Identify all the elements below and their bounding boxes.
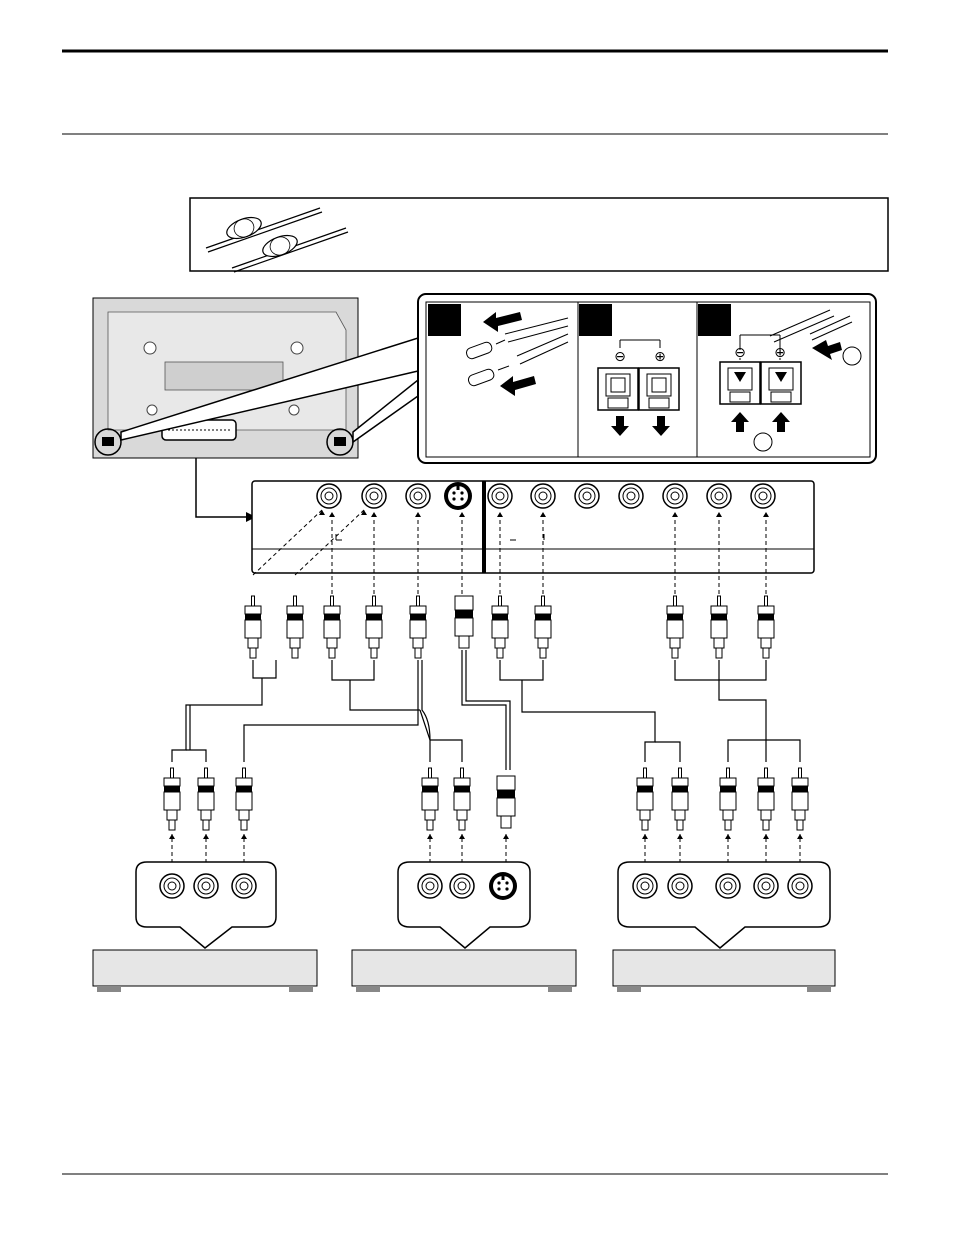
panel-right-rca-jack-6 <box>707 484 731 508</box>
lower-rca-plug-1 <box>164 768 180 830</box>
device-insert-arrow-2-head <box>203 834 209 839</box>
lower-s-video-plug <box>497 776 515 828</box>
device-2-s-video-jack-3 <box>489 872 517 900</box>
device-3-rca-jack-2 <box>668 874 692 898</box>
minus-symbol: ⊖ <box>614 349 626 365</box>
upper-rca-plug-5 <box>410 596 426 658</box>
lower-rca-plug-3 <box>236 768 252 830</box>
upper-rca-plug-3 <box>324 596 340 658</box>
upper-rca-plug-2 <box>287 596 303 658</box>
upper-rca-plug-10 <box>758 596 774 658</box>
lower-rca-plug-2 <box>198 768 214 830</box>
device-2-rca-jack-1 <box>418 874 442 898</box>
lower-rca-plug-8 <box>720 768 736 830</box>
lower-rca-plug-4 <box>422 768 438 830</box>
minus-symbol-2: ⊖ <box>734 345 746 361</box>
device-1-rca-jack-1 <box>160 874 184 898</box>
device-3-rca-jack-4 <box>754 874 778 898</box>
device-3-rca-jack-5 <box>788 874 812 898</box>
device-insert-arrow-6-head <box>503 834 509 839</box>
lower-rca-plug-6 <box>637 768 653 830</box>
device-insert-arrow-3-head <box>241 834 247 839</box>
upper-rca-plug-7 <box>535 596 551 658</box>
device-insert-arrow-4-head <box>427 834 433 839</box>
lower-rca-plug-10 <box>792 768 808 830</box>
upper-s-video-plug <box>455 596 473 648</box>
accessory-box <box>190 198 888 272</box>
plus-symbol-2: ⊕ <box>774 345 786 361</box>
panel-right-rca-jack-5 <box>663 484 687 508</box>
step-2-marker <box>579 304 612 336</box>
panel-rca-jack-3 <box>406 484 430 508</box>
upper-rca-plug-1 <box>245 596 261 658</box>
device-1-rca-jack-2 <box>194 874 218 898</box>
panel-right-rca-jack-4 <box>619 484 643 508</box>
upper-rca-plug-6 <box>492 596 508 658</box>
step-1-marker <box>428 304 461 336</box>
panel-rca-jack-2 <box>362 484 386 508</box>
device-insert-arrow-9-head <box>725 834 731 839</box>
device-insert-arrow-7-head <box>642 834 648 839</box>
device-insert-arrow-1-head <box>169 834 175 839</box>
device-insert-arrow-10-head <box>763 834 769 839</box>
plus-symbol: ⊕ <box>654 349 666 365</box>
upper-rca-plug-4 <box>366 596 382 658</box>
step-3-marker <box>698 304 731 336</box>
panel-s-video-jack-4 <box>444 482 472 510</box>
lower-rca-plug-9 <box>758 768 774 830</box>
device-insert-arrow-5-head <box>459 834 465 839</box>
panel-right-rca-jack-3 <box>575 484 599 508</box>
device-insert-arrow-11-head <box>797 834 803 839</box>
device-1-rca-jack-3 <box>232 874 256 898</box>
device-2-rca-jack-2 <box>450 874 474 898</box>
cable-bundle <box>172 650 800 770</box>
upper-rca-plug-8 <box>667 596 683 658</box>
panel-right-rca-jack-1 <box>488 484 512 508</box>
speaker-steps-box <box>418 294 876 463</box>
device-3-rca-jack-3 <box>716 874 740 898</box>
device-insert-arrow-8-head <box>677 834 683 839</box>
panel-rca-jack-1 <box>317 484 341 508</box>
device-3-rca-jack-1 <box>633 874 657 898</box>
panel-right-rca-jack-2 <box>531 484 555 508</box>
panel-right-rca-jack-7 <box>751 484 775 508</box>
upper-rca-plug-9 <box>711 596 727 658</box>
lower-rca-plug-5 <box>454 768 470 830</box>
lower-rca-plug-7 <box>672 768 688 830</box>
